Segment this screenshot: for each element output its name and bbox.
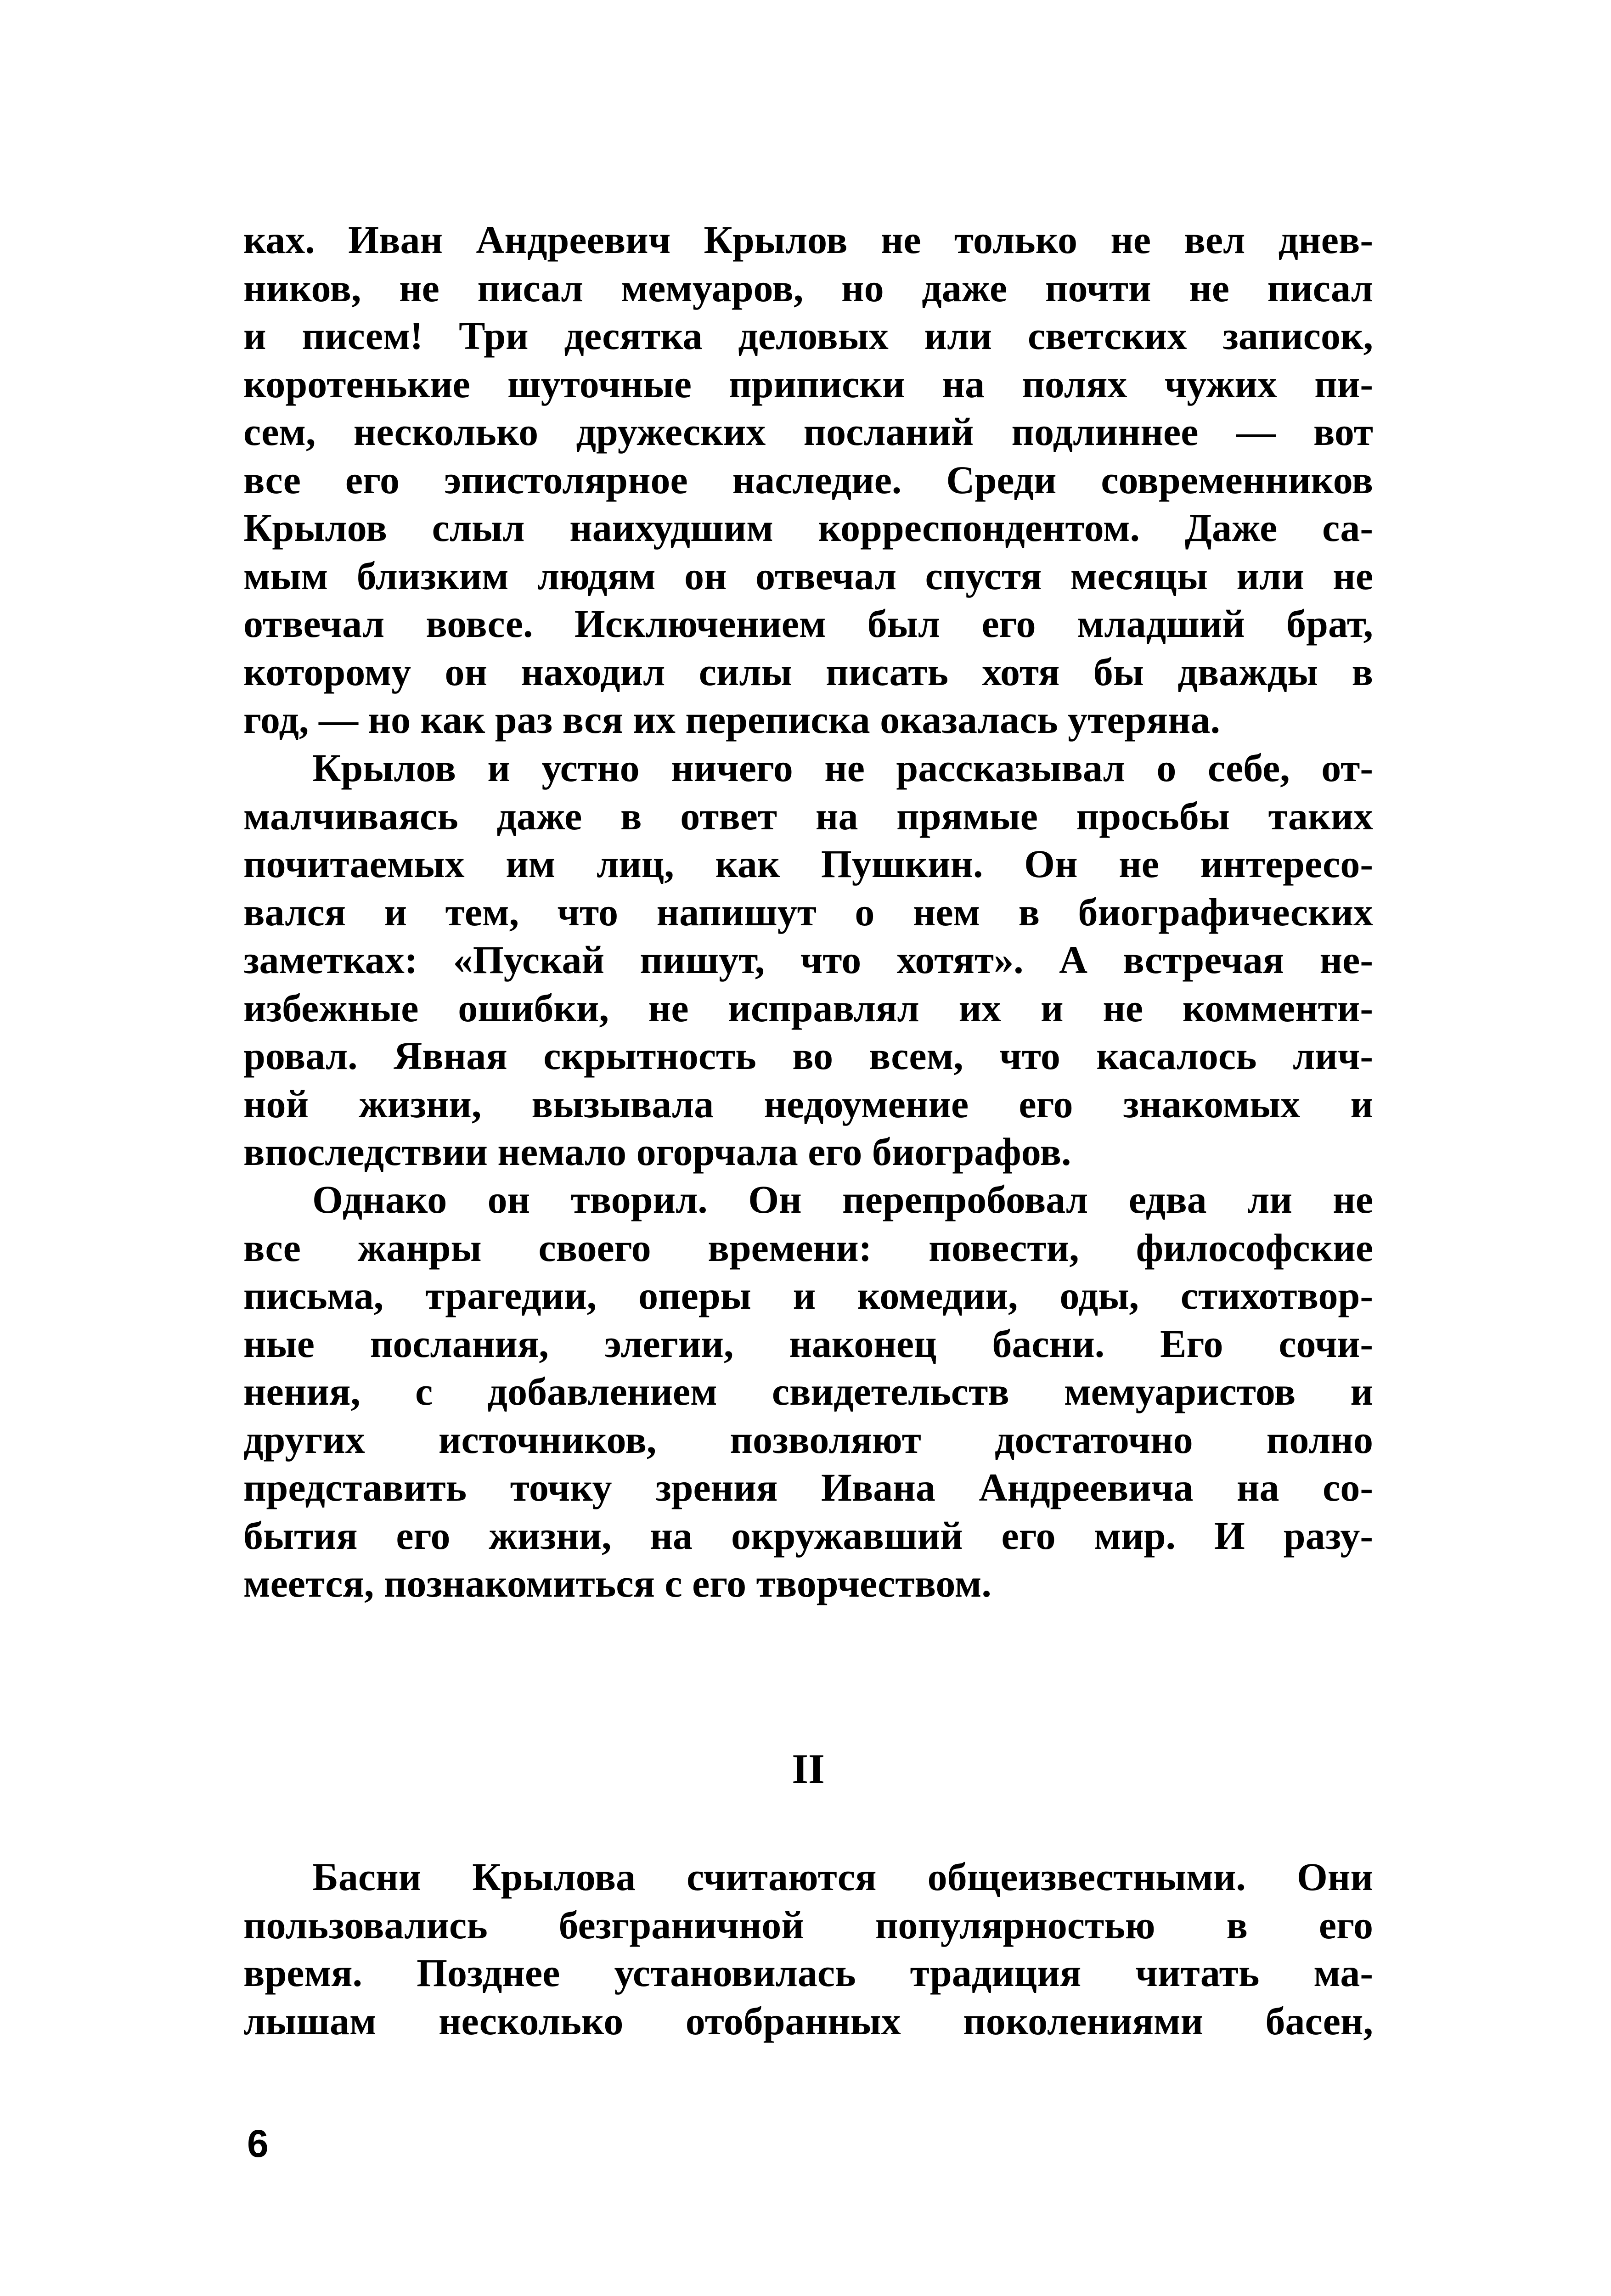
- text-line: ной жизни, вызывала недоумение его знакомых и: [243, 1081, 1373, 1126]
- paragraph-3: [243, 1176, 1373, 1608]
- text-line: вался и тем, что напишут о нем в биографических: [243, 889, 1373, 934]
- section-heading: II: [792, 1745, 825, 1792]
- text-line: нения, с добавлением свидетельств мемуаристов и: [243, 1369, 1373, 1413]
- text-line: лышам несколько отобранных поколениями басен,: [243, 1998, 1373, 2043]
- text-line: Однако он творил. Он перепробовал едва ли не: [312, 1177, 1373, 1221]
- text-line: год, — но как раз вся их переписка оказалась утеряна.: [243, 698, 1220, 742]
- text-line: и писем! Три десятка деловых или светских записок,: [243, 314, 1373, 358]
- text-line: ках. Иван Андреевич Крылов не только не вел днев-: [243, 218, 1373, 262]
- text-line: все жанры своего времени: повести, философские: [243, 1225, 1373, 1270]
- text-line: коротенькие шуточные приписки на полях чужих пи-: [243, 361, 1373, 406]
- text-line: меется, познакомиться с его творчеством.: [243, 1561, 991, 1605]
- page-number: 6: [247, 2122, 269, 2165]
- text-line: письма, трагедии, оперы и комедии, оды, стихотвор-: [243, 1273, 1373, 1317]
- paragraph-1: [243, 216, 1373, 744]
- text-line: ные послания, элегии, наконец басни. Его сочи-: [243, 1321, 1373, 1366]
- text-line: заметках: «Пускай пишут, что хотят». А встречая не-: [243, 938, 1373, 982]
- text-line: других источников, позволяют достаточно полно: [243, 1417, 1373, 1462]
- text-line: Басни Крылова считаются общеизвестными. Они: [312, 1855, 1373, 1899]
- text-line: сем, несколько дружеских посланий подлиннее — вот: [243, 410, 1373, 454]
- paragraph-2: [243, 744, 1373, 1176]
- text-line: время. Позднее установилась традиция читать ма-: [243, 1951, 1373, 1995]
- text-line: избежные ошибки, не исправлял их и не комменти-: [243, 985, 1373, 1030]
- text-line: ников, не писал мемуаров, но даже почти не писал: [243, 265, 1373, 310]
- text-line: впоследствии немало огорчала его биографов.: [243, 1130, 1071, 1174]
- text-line: мым близким людям он отвечал спустя месяцы или не: [243, 553, 1373, 598]
- text-line: которому он находил силы писать хотя бы дважды в: [243, 649, 1373, 694]
- paragraph-4: [243, 1853, 1373, 2045]
- text-line: отвечал вовсе. Исключением был его младший брат,: [243, 602, 1373, 646]
- text-line: бытия его жизни, на окружавший его мир. И разу-: [243, 1513, 1373, 1558]
- text-line: все его эпистолярное наследие. Среди современников: [243, 457, 1373, 502]
- text-line: пользовались безграничной популярностью в его: [243, 1902, 1373, 1947]
- text-line: представить точку зрения Ивана Андреевича на со-: [243, 1465, 1373, 1509]
- text-line: Крылов слыл наихудшим корреспондентом. Даже са-: [243, 506, 1373, 550]
- text-line: малчиваясь даже в ответ на прямые просьбы таких: [243, 793, 1373, 838]
- text-line: почитаемых им лиц, как Пушкин. Он не интересо-: [243, 842, 1373, 886]
- text-line: ровал. Явная скрытность во всем, что касалось лич-: [243, 1034, 1373, 1078]
- text-line: Крылов и устно ничего не рассказывал о себе, от-: [312, 746, 1373, 790]
